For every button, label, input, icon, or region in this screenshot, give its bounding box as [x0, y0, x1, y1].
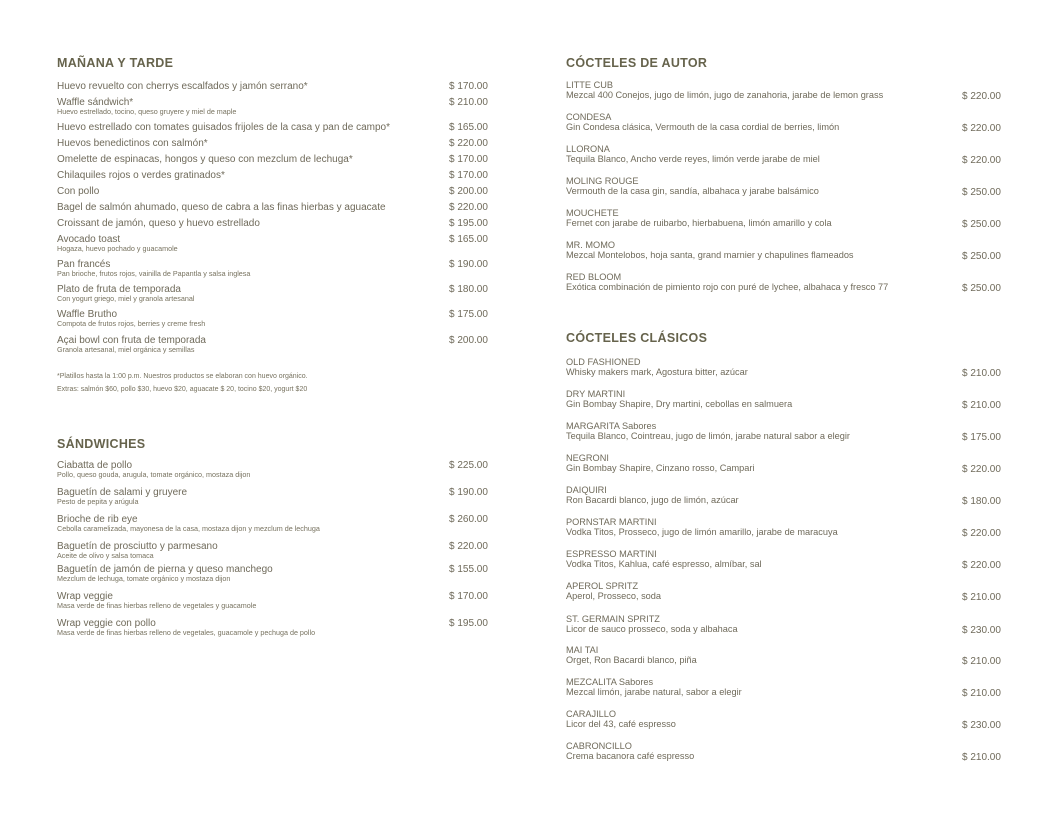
cocktail-item: MR. MOMO Mezcal Montelobos, hoja santa, grand marnier y chapulines flameados $ 250.00 [566, 240, 1001, 262]
item-price: $ 260.00 [449, 514, 488, 525]
item-price: $ 210.00 [962, 400, 1001, 411]
menu-item: Waffle Brutho Compota de frutos rojos, berries y creme fresh $ 175.00 [57, 309, 488, 328]
cocktail-item: ESPRESSO MARTINI Vodka Titos, Kahlua, café espresso, almíbar, sal $ 220.00 [566, 549, 1001, 571]
cocktail-item: LLORONA Tequila Blanco, Ancho verde reyes, limón verde jarabe de miel $ 220.00 [566, 144, 1001, 166]
menu-item: Wrap veggie Masa verde de finas hierbas relleno de vegetales y guacamole $ 170.00 [57, 591, 488, 610]
item-price: $ 250.00 [962, 187, 1001, 198]
item-price: $ 220.00 [449, 202, 488, 213]
cocktail-item: CABRONCILLO Crema bacanora café espresso $ 210.00 [566, 741, 1001, 763]
footnote: *Platillos hasta la 1:00 p.m. Nuestros productos se elaboran con huevo orgánico. [57, 373, 308, 380]
menu-item: Con pollo $ 200.00 [57, 186, 488, 197]
section-title-sandwiches: SÁNDWICHES [57, 437, 146, 451]
item-price: $ 210.00 [962, 592, 1001, 603]
cocktail-item: LITTE CUB Mezcal 400 Conejos, jugo de limón, jugo de zanahoria, jarabe de lemon grass $ 220.00 [566, 80, 1001, 102]
item-price: $ 230.00 [962, 625, 1001, 636]
cocktail-item: CONDESA Gin Condesa clásica, Vermouth de la casa cordial de berries, limón $ 220.00 [566, 112, 1001, 134]
menu-item: Bagel de salmón ahumado, queso de cabra a las finas hierbas y aguacate $ 220.00 [57, 202, 488, 213]
cocktail-item: NEGRONI Gin Bombay Shapire, Cinzano rosso, Campari $ 220.00 [566, 453, 1001, 475]
item-price: $ 250.00 [962, 283, 1001, 294]
cocktail-item: APEROL SPRITZ Aperol, Prosseco, soda $ 210.00 [566, 581, 1001, 603]
cocktail-item: MARGARITA Sabores Tequila Blanco, Cointreau, jugo de limón, jarabe natural sabor a elegir $ 175.00 [566, 421, 1001, 443]
cocktail-item: MAI TAI Orget, Ron Bacardi blanco, piña $ 210.00 [566, 645, 1001, 667]
menu-item: Wrap veggie con pollo Masa verde de finas hierbas relleno de vegetales, guacamole y pechuga de pollo $ 195.00 [57, 618, 488, 637]
cocktail-item: ST. GERMAIN SPRITZ Licor de sauco prosseco, soda y albahaca $ 230.00 [566, 614, 1001, 636]
item-price: $ 200.00 [449, 335, 488, 346]
menu-item: Huevos benedictinos con salmón* $ 220.00 [57, 138, 488, 149]
item-price: $ 250.00 [962, 219, 1001, 230]
cocktail-item: CARAJILLO Licor del 43, café espresso $ 230.00 [566, 709, 1001, 731]
item-price: $ 200.00 [449, 186, 488, 197]
menu-item: Huevo estrellado con tomates guisados frijoles de la casa y pan de campo* $ 165.00 [57, 122, 488, 133]
cocktail-item: DAIQUIRI Ron Bacardi blanco, jugo de limón, azúcar $ 180.00 [566, 485, 1001, 507]
item-price: $ 220.00 [962, 155, 1001, 166]
item-price: $ 165.00 [449, 234, 488, 245]
section-title-clasicos: CÓCTELES CLÁSICOS [566, 331, 708, 345]
item-price: $ 220.00 [962, 123, 1001, 134]
item-price: $ 170.00 [449, 81, 488, 92]
item-price: $ 170.00 [449, 591, 488, 602]
item-price: $ 220.00 [962, 528, 1001, 539]
menu-item: Baguetín de salami y gruyere Pesto de pepita y arúgula $ 190.00 [57, 487, 488, 506]
item-price: $ 210.00 [962, 368, 1001, 379]
cocktail-item: MOLING ROUGE Vermouth de la casa gin, sandía, albahaca y jarabe balsámico $ 250.00 [566, 176, 1001, 198]
menu-item: Huevo revuelto con cherrys escalfados y jamón serrano* $ 170.00 [57, 81, 488, 92]
item-price: $ 195.00 [449, 218, 488, 229]
item-price: $ 230.00 [962, 720, 1001, 731]
menu-item: Waffle sándwich* Huevo estrellado, tocino, queso gruyere y miel de maple $ 210.00 [57, 97, 488, 116]
menu-item: Baguetín de jamón de pierna y queso manchego Mezclum de lechuga, tomate orgánico y mostaza dijon $ 155.00 [57, 564, 488, 583]
menu-item: Açai bowl con fruta de temporada Granola artesanal, miel orgánica y semillas $ 200.00 [57, 335, 488, 354]
cocktail-item: PORNSTAR MARTINI Vodka Titos, Prosseco, jugo de limón amarillo, jarabe de maracuya $ 220.00 [566, 517, 1001, 539]
item-price: $ 210.00 [962, 656, 1001, 667]
section-title-autor: CÓCTELES DE AUTOR [566, 56, 708, 70]
cocktail-item: RED BLOOM Exótica combinación de pimiento rojo con puré de lychee, albahaca y fresco 77 $ 250.00 [566, 272, 1001, 294]
item-price: $ 220.00 [449, 541, 488, 552]
item-price: $ 220.00 [962, 464, 1001, 475]
item-price: $ 180.00 [962, 496, 1001, 507]
menu-item: Plato de fruta de temporada Con yogurt griego, miel y granola artesanal $ 180.00 [57, 284, 488, 303]
section-title-manana: MAÑANA Y TARDE [57, 56, 174, 70]
menu-item: Avocado toast Hogaza, huevo pochado y guacamole $ 165.00 [57, 234, 488, 253]
cocktail-item: MEZCALITA Sabores Mezcal limón, jarabe natural, sabor a elegir $ 210.00 [566, 677, 1001, 699]
item-price: $ 175.00 [449, 309, 488, 320]
item-price: $ 195.00 [449, 618, 488, 629]
item-price: $ 210.00 [962, 752, 1001, 763]
item-price: $ 220.00 [449, 138, 488, 149]
cocktail-item: DRY MARTINI Gin Bombay Shapire, Dry martini, cebollas en salmuera $ 210.00 [566, 389, 1001, 411]
extras-note: Extras: salmón $60, pollo $30, huevo $20, aguacate $ 20, tocino $20, yogurt $20 [57, 386, 308, 393]
menu-item: Brioche de rib eye Cebolla caramelizada, mayonesa de la casa, mostaza dijon y mezclum de lechuga $ 260.00 [57, 514, 488, 533]
menu-item: Croissant de jamón, queso y huevo estrellado $ 195.00 [57, 218, 488, 229]
menu-item: Pan francés Pan brioche, frutos rojos, vainilla de Papantla y salsa inglesa $ 190.00 [57, 259, 488, 278]
item-price: $ 155.00 [449, 564, 488, 575]
item-price: $ 220.00 [962, 560, 1001, 571]
item-price: $ 220.00 [962, 91, 1001, 102]
menu-item: Chilaquiles rojos o verdes gratinados* $ 170.00 [57, 170, 488, 181]
item-price: $ 190.00 [449, 259, 488, 270]
menu-item: Baguetín de prosciutto y parmesano Aceite de olivo y salsa tomaca $ 220.00 [57, 541, 488, 560]
item-price: $ 210.00 [962, 688, 1001, 699]
cocktail-item: OLD FASHIONED Whisky makers mark, Agostura bitter, azúcar $ 210.00 [566, 357, 1001, 379]
item-price: $ 175.00 [962, 432, 1001, 443]
item-price: $ 165.00 [449, 122, 488, 133]
item-price: $ 190.00 [449, 487, 488, 498]
menu-item: Omelette de espinacas, hongos y queso con mezclum de lechuga* $ 170.00 [57, 154, 488, 165]
cocktail-item: MOUCHETE Fernet con jarabe de ruibarbo, hierbabuena, limón amarillo y cola $ 250.00 [566, 208, 1001, 230]
item-price: $ 225.00 [449, 460, 488, 471]
item-price: $ 180.00 [449, 284, 488, 295]
menu-item: Ciabatta de pollo Pollo, queso gouda, arugula, tomate orgánico, mostaza dijon $ 225.00 [57, 460, 488, 479]
item-price: $ 250.00 [962, 251, 1001, 262]
item-price: $ 210.00 [449, 97, 488, 108]
item-price: $ 170.00 [449, 154, 488, 165]
item-price: $ 170.00 [449, 170, 488, 181]
